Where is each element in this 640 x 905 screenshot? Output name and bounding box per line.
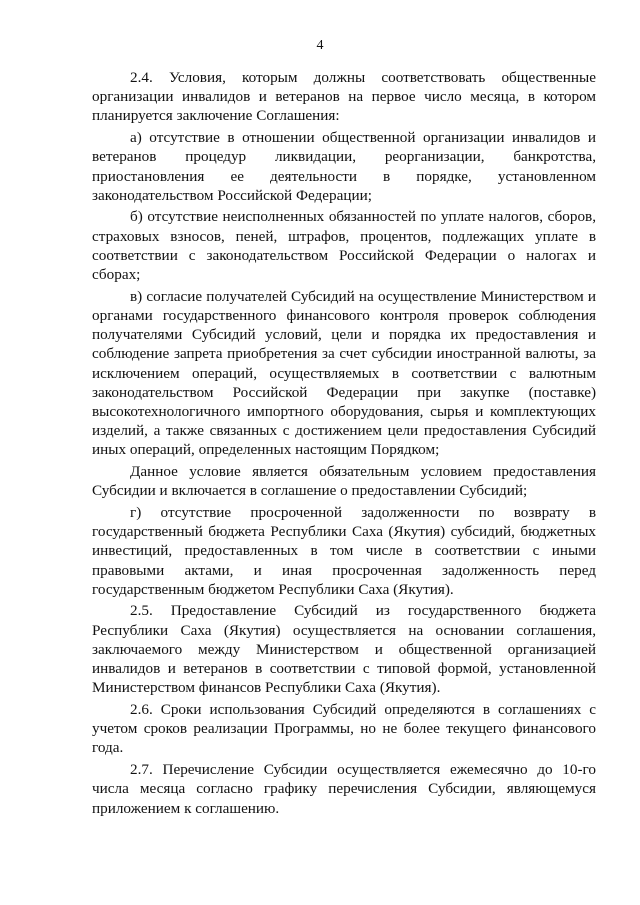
paragraph-2-4-g: г) отсутствие просроченной задолженности по возврату в государственный бюджета Республики Саха (Якутия) субсидий, бюджетных инвестиций, предоставленных в том числе в соответствии с иными правовыми актами, и иная просроченная задолженность перед государственным бюджетом Республики Саха (Якутия). <box>92 503 596 598</box>
paragraph-2-4-note: Данное условие является обязательным условием предоставления Субсидии и включается в соглашение о предоставлении Субсидий; <box>92 463 596 500</box>
paragraph-2-6: 2.6. Сроки использования Субсидий определяются в соглашениях с учетом сроков реализации Программы, но не более текущего финансового года. <box>92 701 596 757</box>
paragraph-2-4-a: а) отсутствие в отношении общественной организации инвалидов и ветеранов процедур ликвидации, реорганизации, банкротства, приостановления ее деятельности в порядке, установленном законодательством Российской Федерации; <box>92 129 596 204</box>
page-number: 4 <box>316 38 324 53</box>
paragraph-2-4-v: в) согласие получателей Субсидий на осуществление Министерством и органами государственного финансового контроля проверок соблюдения получателями Субсидий условий, цели и порядка их предоставления и соблюдение запрета приобретения за счет субсидии иностранной валюты, за исключением операций, осуществляемых в соответствии с валютным законодательством Российской Федерации при закупке (поставке) высокотехнологичного импортного оборудования, сырья и комплектующих изделий, а также связанных с достижением цели предоставления Субсидий иных операций, определенных настоящим Порядком; <box>92 287 596 459</box>
document-body <box>92 68 596 820</box>
paragraph-2-7: 2.7. Перечисление Субсидии осуществляется ежемесячно до 10-го числа месяца согласно графику перечисления Субсидии, являющемуся приложением к соглашению. <box>92 761 596 817</box>
paragraph-2-4-b: б) отсутствие неисполненных обязанностей по уплате налогов, сборов, страховых взносов, пеней, штрафов, процентов, подлежащих уплате в соответствии с законодательством Российской Федерации о налогах и сборах; <box>92 208 596 284</box>
paragraph-2-5: 2.5. Предоставление Субсидий из государственного бюджета Республики Саха (Якутия) осуществляется на основании соглашения, заключаемого между Министерством и общественной организацией инвалидов и ветеранов в соответствии с типовой формой, установленной Министерством финансов Республики Саха (Якутия). <box>92 602 596 697</box>
paragraph-2-4: 2.4. Условия, которым должны соответствовать общественные организации инвалидов и ветеранов на первое число месяца, в котором планируется заключение Соглашения: <box>92 69 596 125</box>
